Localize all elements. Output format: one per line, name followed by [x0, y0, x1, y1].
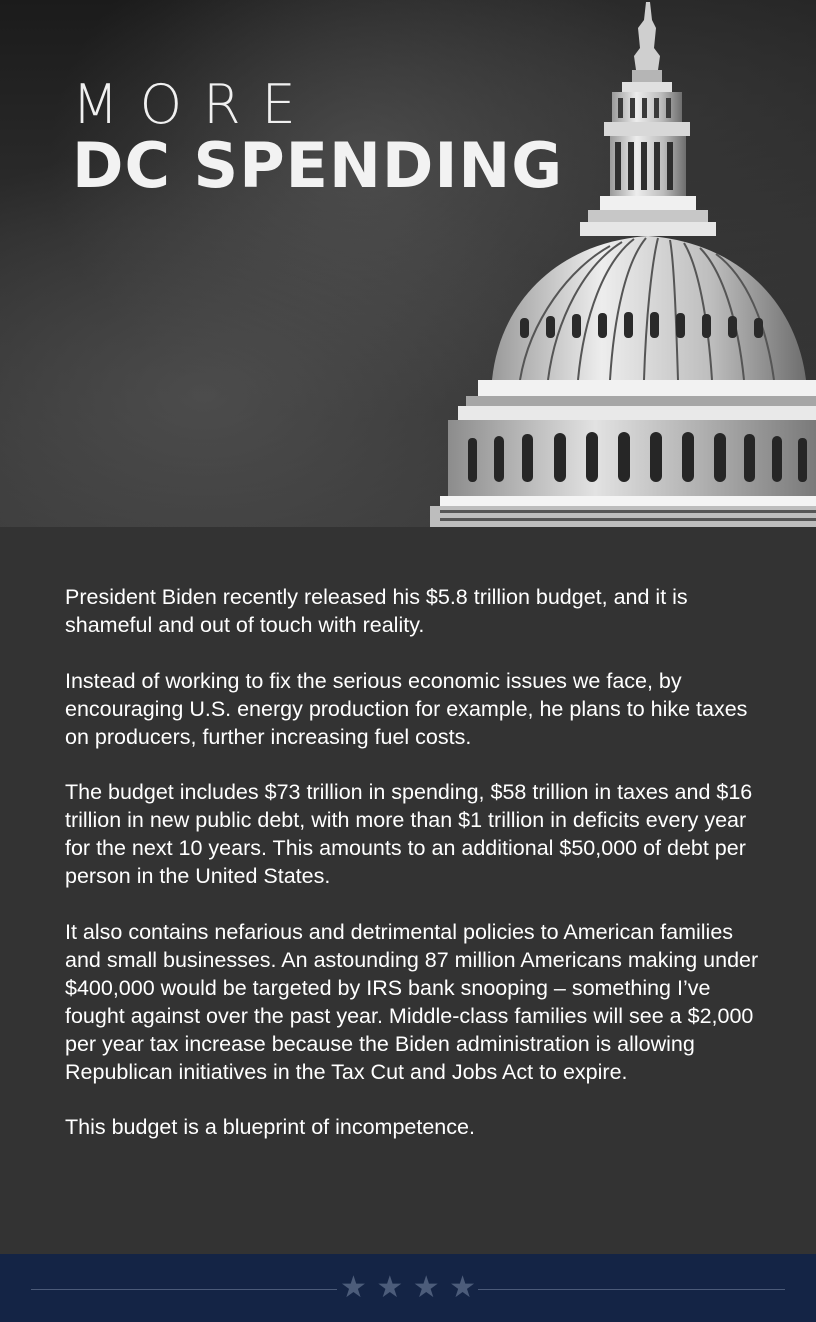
page-title	[72, 73, 564, 202]
article-paragraph: It also contains nefarious and detrimental policies to American families and small businesses. An astounding 87 million Americans making under $400,000 would be targeted by IRS bank snooping – something I’ve fought against over the past year. Middle-class families will see a $2,000 per year tax increase because the Biden administration is allowing Republican initiatives in the Tax Cut and Jobs Act to expire.	[65, 919, 759, 1084]
star-row	[340, 1268, 476, 1308]
hero-banner	[0, 0, 816, 527]
title-line-more: MORE	[72, 73, 317, 136]
footer-divider	[0, 1254, 816, 1322]
article-paragraph: This budget is a blueprint of incompetence.	[65, 1115, 475, 1139]
divider-line-left	[31, 1289, 337, 1290]
star-icon: ★	[340, 1270, 367, 1305]
star-icon: ★	[376, 1270, 404, 1305]
star-icon: ★	[412, 1270, 440, 1305]
star-icon: ★	[449, 1270, 476, 1305]
article-body	[65, 583, 765, 1169]
title-line-dc-spending: DC SPENDING	[72, 129, 564, 202]
divider-line-right	[478, 1289, 785, 1290]
article-paragraph: Instead of working to fix the serious economic issues we face, by encouraging U.S. energy production for example, he plans to hike taxes on producers, further increasing fuel costs.	[65, 668, 748, 749]
article-paragraph: President Biden recently released his $5.8 trillion budget, and it is shameful and out of touch with reality.	[65, 585, 688, 637]
article-paragraph: The budget includes $73 trillion in spending, $58 trillion in taxes and $16 trillion in new public debt, with more than $1 trillion in deficits every year for the next 10 years. This amounts to an additional $50,000 of debt per person in the United States.	[65, 780, 753, 888]
